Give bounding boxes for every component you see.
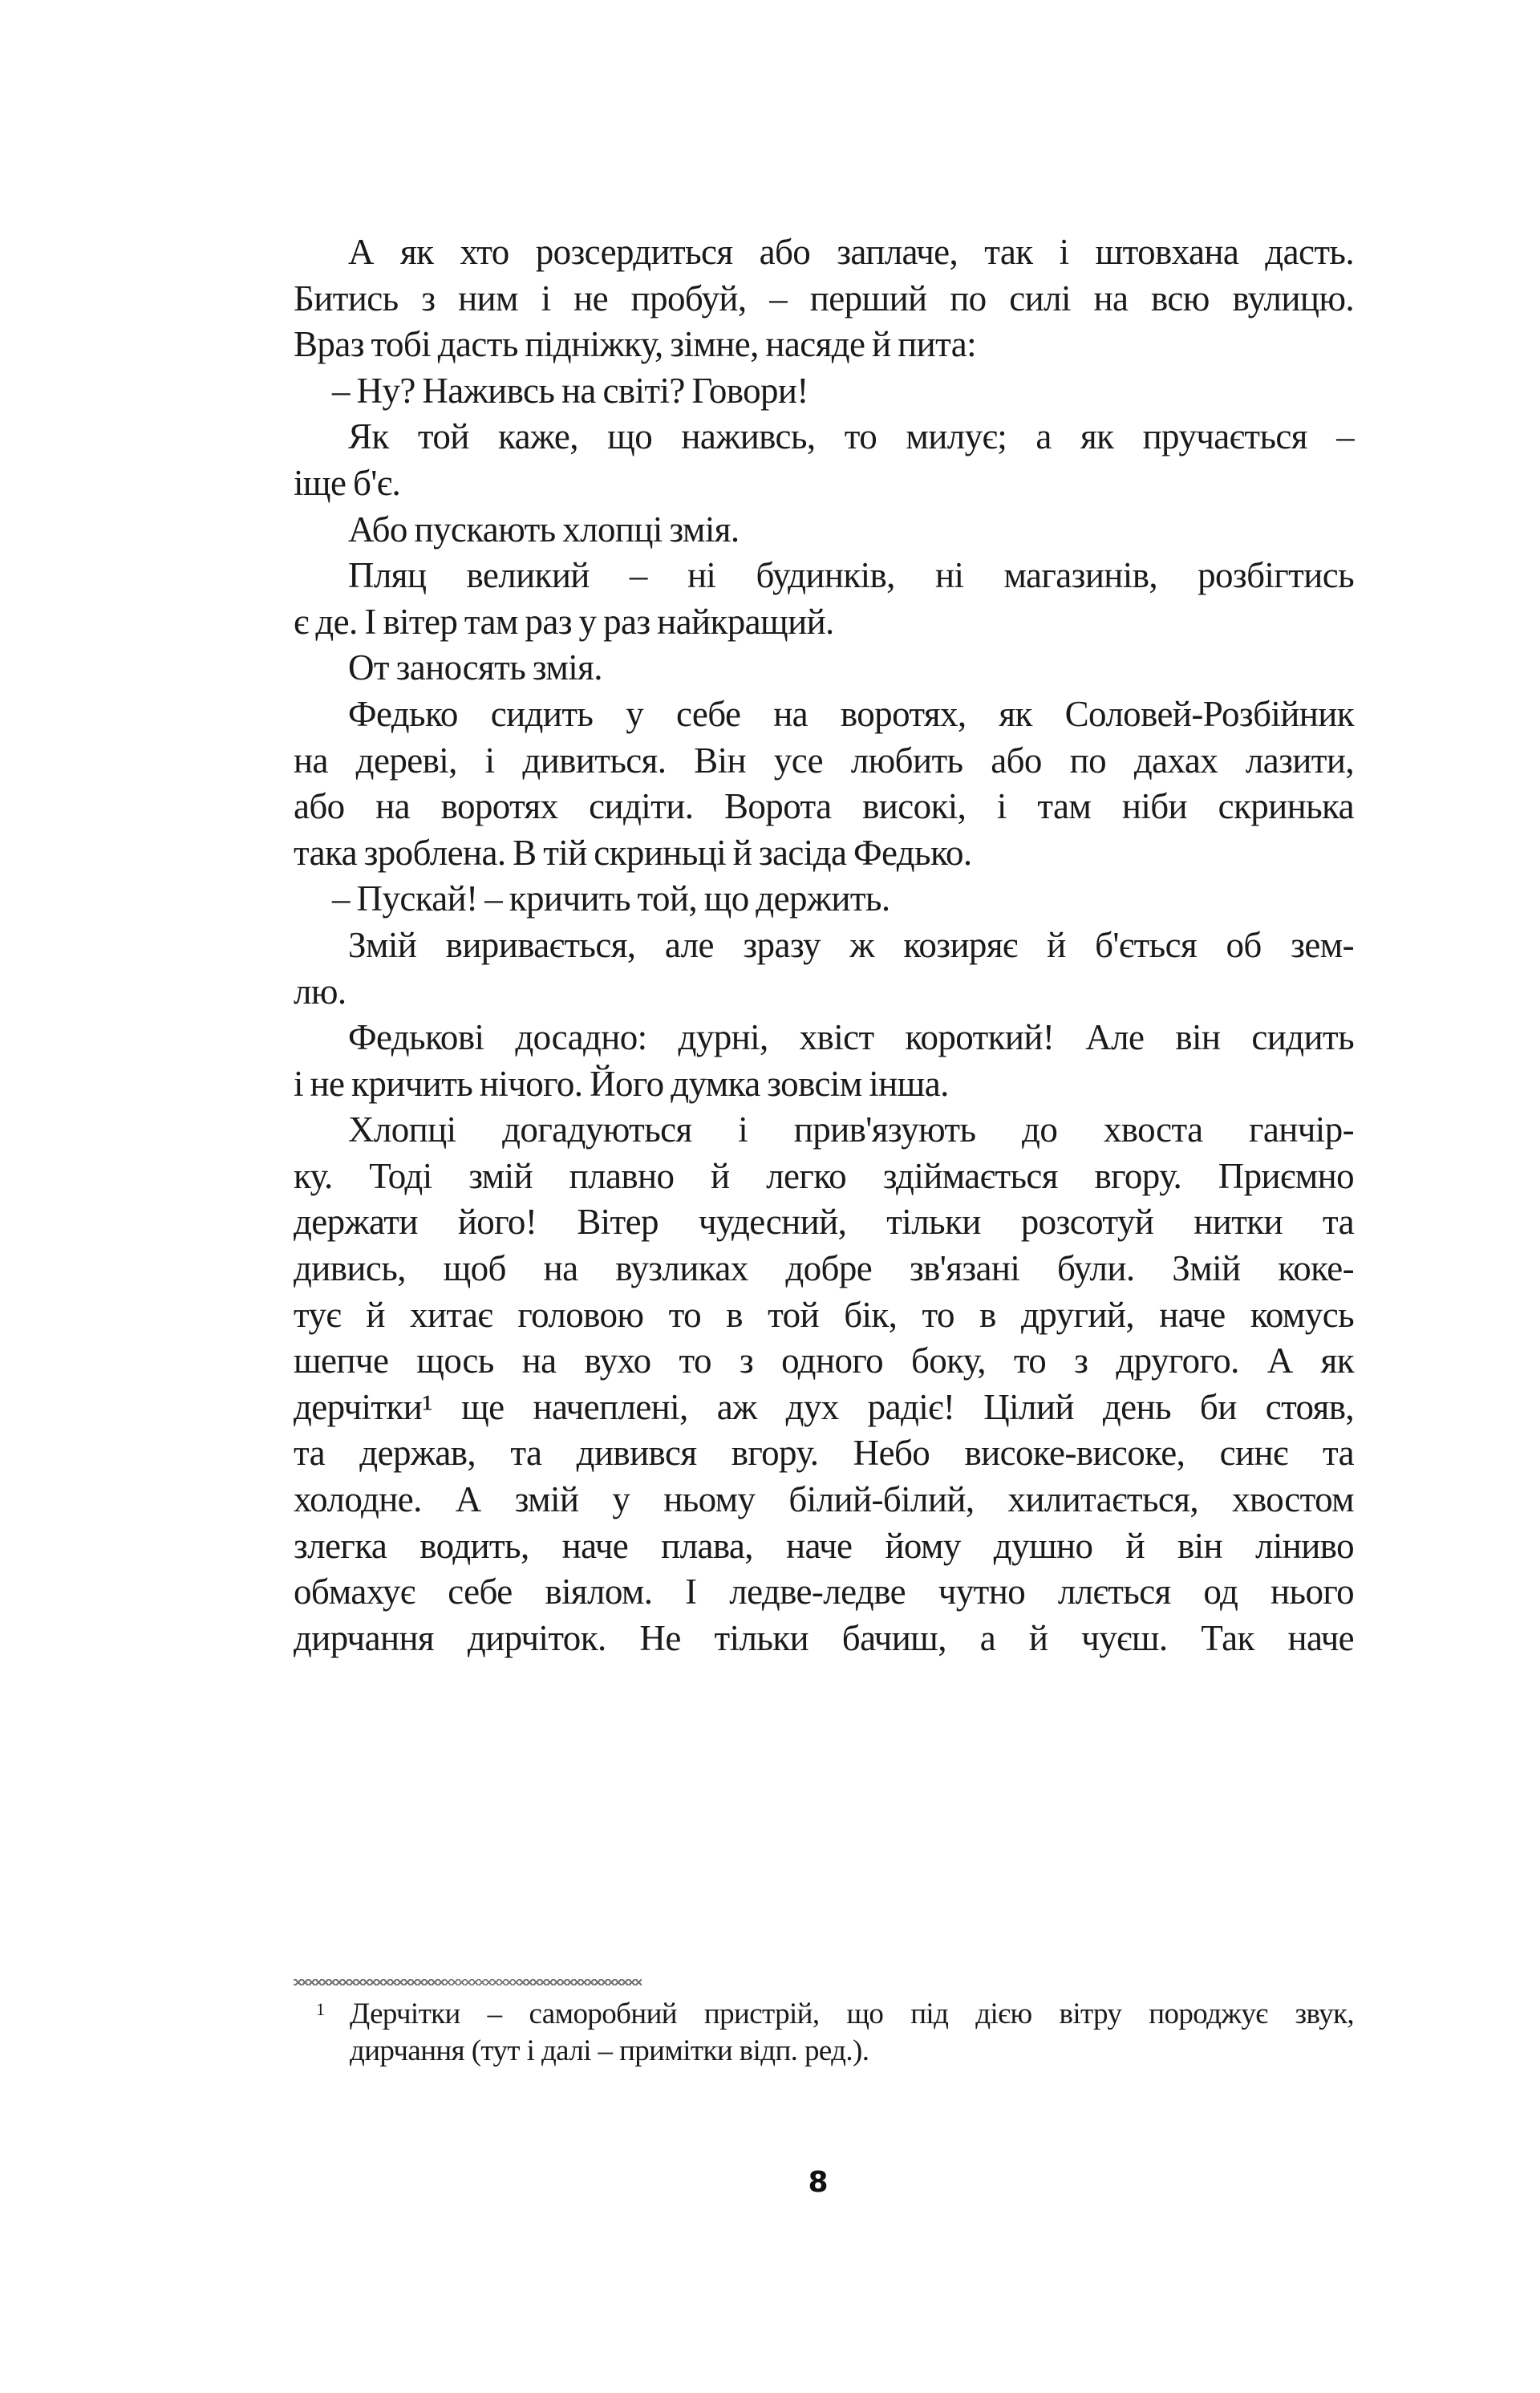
text-line: є де. І вітер там раз у раз найкращий. — [294, 601, 834, 642]
text-line: обмахує себе віялом. І ледве-ледве чутно ллється од нього — [294, 1572, 1354, 1612]
text-line: шепче щось на вухо то з одного боку, то з другого. А як — [294, 1340, 1354, 1381]
footnote — [294, 1996, 1354, 2070]
text-line: дерчітки¹ ще начеплені, аж дух радіє! Цілий день би стояв, — [294, 1386, 1354, 1427]
text-line: Хлопці догадуються і прив'язують до хвоста ганчір- — [348, 1109, 1354, 1150]
text-line: Враз тобі дасть підніжку, зімне, насяде й пита: — [294, 324, 977, 365]
text-line: ку. Тоді змій плавно й легко здіймається вгору. Приємно — [294, 1155, 1354, 1196]
page-number: 8 — [808, 2166, 829, 2199]
text-line: дивись, щоб на вузликах добре зв'язані були. Змій коке- — [294, 1248, 1354, 1289]
text-line: тує й хитає головою то в той бік, то в другий, наче комусь — [294, 1294, 1354, 1335]
text-line: А як хто розсердиться або заплаче, так і штовхана дасть. — [348, 232, 1354, 272]
footnote-marker: 1 — [316, 1999, 325, 2019]
footnote-line-2 — [294, 2033, 1354, 2070]
text-line: Федькові досадно: дурні, хвіст короткий! Але він сидить — [348, 1017, 1354, 1058]
footnote-line-1 — [294, 1996, 1354, 2033]
text-line: – Ну? Наживсь на світі? Говори! — [332, 370, 808, 411]
text-line: іще б'є. — [294, 462, 401, 503]
text-line: держати його! Вітер чудесний, тільки розсотуй нитки та — [294, 1202, 1354, 1243]
text-line: Пляц великий – ні будинків, ні магазинів, розбігтись — [348, 555, 1354, 596]
text-line: і не кричить нічого. Його думка зовсім інша. — [294, 1063, 949, 1104]
body-text — [294, 229, 1354, 1661]
text-line: або на воротях сидіти. Ворота високі, і там ніби скринька — [294, 786, 1354, 827]
text-line: Або пускають хлопці змія. — [348, 509, 740, 550]
text-line: та держав, та дивився вгору. Небо високе-високе, синє та — [294, 1433, 1354, 1474]
text-line: Змій виривається, але зразу ж козиряє й б'ється об зем- — [348, 924, 1354, 965]
text-line: така зроблена. В тій скриньці й засіда Федько. — [294, 832, 972, 873]
text-line: злегка водить, наче плава, наче йому душно й він ліниво — [294, 1525, 1354, 1566]
text-line: дирчання дирчіток. Не тільки бачиш, а й чуєш. Так наче — [294, 1617, 1354, 1658]
text-line: холодне. А змій у ньому білий-білий, хилитається, хвостом — [294, 1479, 1354, 1520]
footnote-separator — [294, 1979, 642, 1985]
text-line: на дереві, і дивиться. Він усе любить або по дахах лазити, — [294, 740, 1354, 781]
text-line: Як той каже, що наживсь, то милує; а як пручається – — [348, 416, 1354, 457]
text-line: Федько сидить у себе на воротях, як Соловей-Розбійник — [348, 693, 1354, 734]
text-line: Битись з ним і не пробуй, – перший по силі на всю вулицю. — [294, 278, 1354, 318]
text-line: лю. — [294, 971, 346, 1012]
text-line: От заносять змія. — [348, 647, 602, 688]
text-line: – Пускай! – кричить той, що держить. — [332, 878, 890, 919]
footnote-text-2: дирчання (тут і далі – примітки відп. ред.). — [350, 2034, 869, 2067]
footnote-text-1: Дерчітки – саморобний пристрій, що під дією вітру породжує звук, — [350, 1998, 1354, 2030]
